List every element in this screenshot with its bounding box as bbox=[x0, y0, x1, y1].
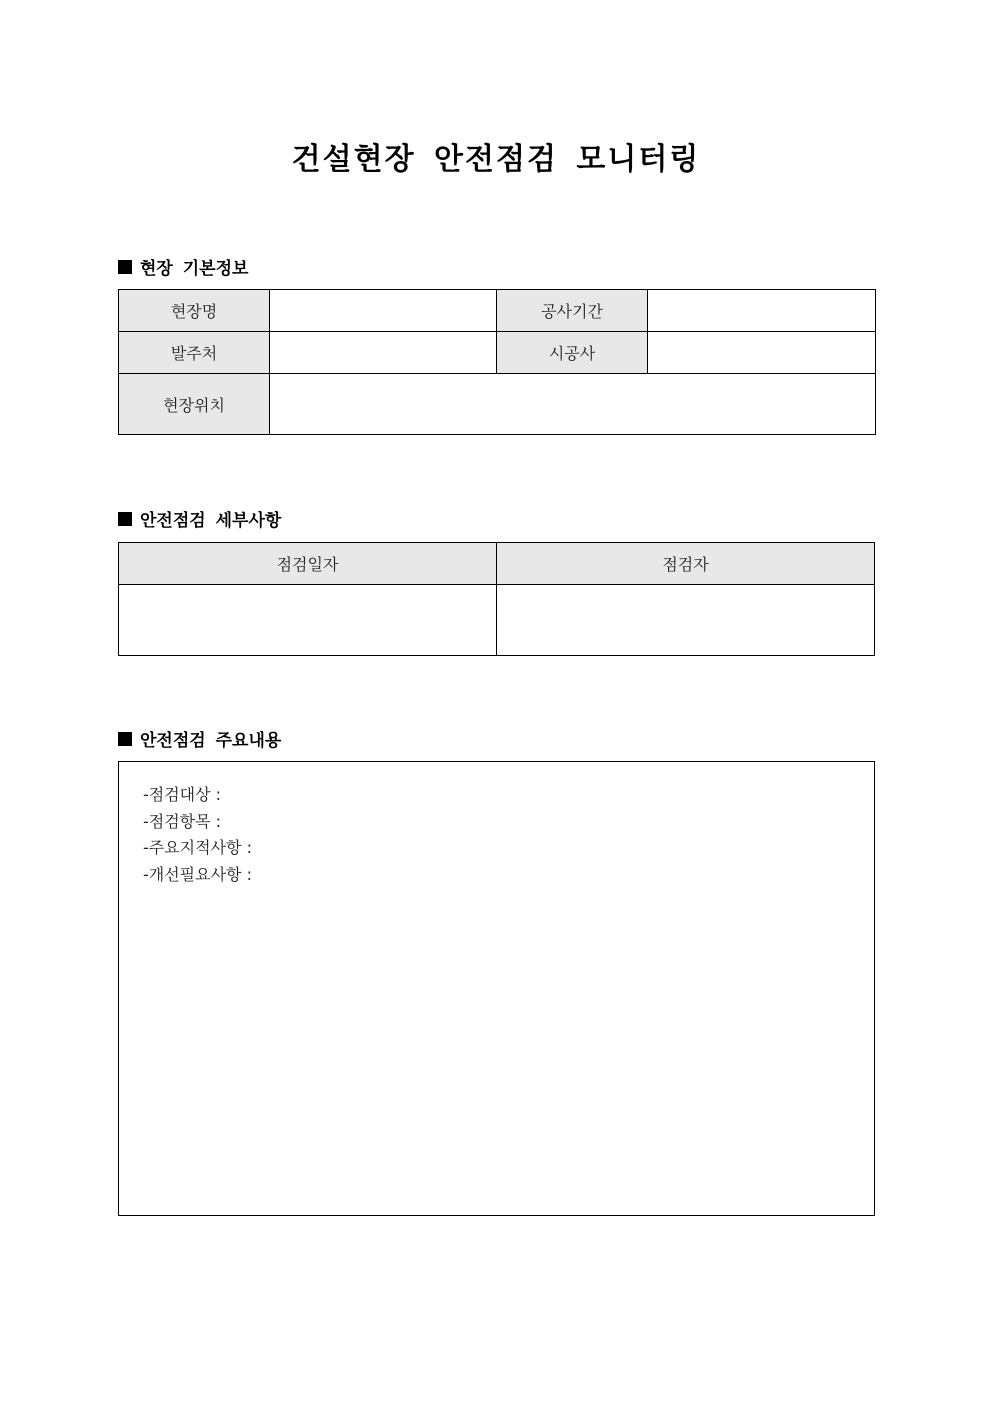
client-field[interactable] bbox=[270, 332, 497, 374]
header-inspector: 점검자 bbox=[497, 543, 875, 585]
section-heading-text: 현장 기본정보 bbox=[140, 259, 249, 279]
basic-info-table bbox=[118, 289, 876, 435]
main-content-box[interactable] bbox=[118, 761, 875, 1216]
site-name-field[interactable] bbox=[270, 290, 497, 332]
label-site-name: 현장명 bbox=[119, 290, 270, 332]
location-field[interactable] bbox=[270, 374, 876, 435]
section-heading-main-content bbox=[118, 726, 281, 751]
label-client: 발주처 bbox=[119, 332, 270, 374]
line-improvements-needed: -개선필요사항 : bbox=[143, 865, 252, 885]
square-bullet-icon bbox=[118, 260, 132, 274]
section-heading-inspection-details bbox=[118, 506, 281, 531]
line-major-findings: -주요지적사항 : bbox=[143, 838, 252, 858]
period-field[interactable] bbox=[648, 290, 876, 332]
inspection-details-table bbox=[118, 542, 875, 656]
section-heading-text: 안전점검 주요내용 bbox=[140, 731, 282, 751]
section-heading-basic-info bbox=[118, 254, 248, 279]
label-period: 공사기간 bbox=[497, 290, 648, 332]
line-inspection-items: -점검항목 : bbox=[143, 811, 222, 831]
label-location: 현장위치 bbox=[119, 374, 270, 435]
header-inspection-date: 점검일자 bbox=[119, 543, 497, 585]
inspector-field[interactable] bbox=[497, 585, 875, 656]
contractor-field[interactable] bbox=[648, 332, 876, 374]
square-bullet-icon bbox=[118, 512, 132, 526]
line-inspection-target: -점검대상 : bbox=[143, 785, 222, 804]
inspection-date-field[interactable] bbox=[119, 585, 497, 656]
label-contractor: 시공사 bbox=[497, 332, 648, 374]
document-title: 건설현장 안전점검 모니터링 bbox=[291, 142, 701, 177]
square-bullet-icon bbox=[118, 732, 132, 746]
section-heading-text: 안전점검 세부사항 bbox=[140, 511, 282, 531]
